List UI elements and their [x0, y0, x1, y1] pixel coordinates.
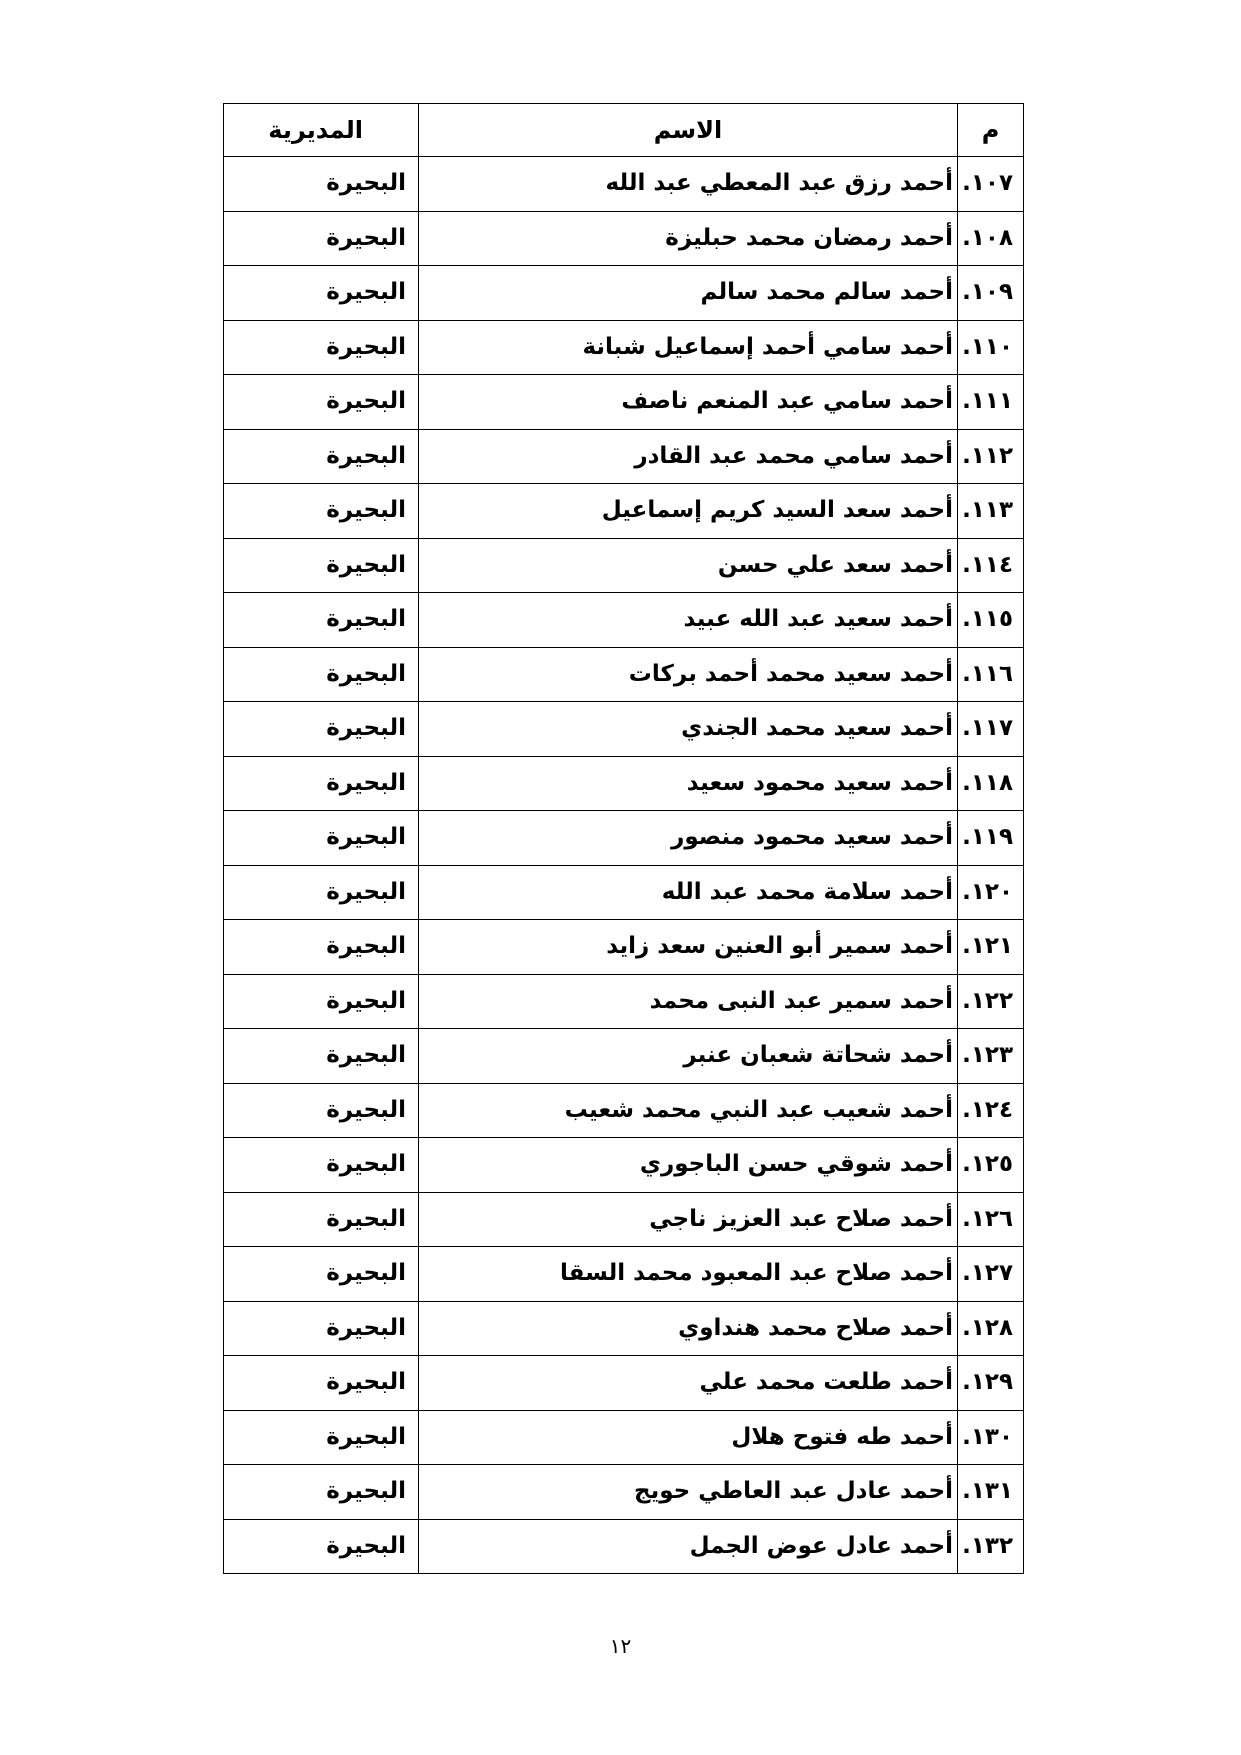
- row-number: ١٢٦.: [958, 1192, 1024, 1247]
- row-directorate: البحيرة: [224, 920, 419, 975]
- row-directorate: البحيرة: [224, 157, 419, 212]
- row-number: ١١٠.: [958, 320, 1024, 375]
- row-number: ١١٩.: [958, 811, 1024, 866]
- row-directorate: البحيرة: [224, 593, 419, 648]
- row-number: ١٣١.: [958, 1465, 1024, 1520]
- row-directorate: البحيرة: [224, 1410, 419, 1465]
- row-number: ١١٣.: [958, 484, 1024, 539]
- row-directorate: البحيرة: [224, 429, 419, 484]
- row-directorate: البحيرة: [224, 375, 419, 430]
- row-number: ١١٤.: [958, 538, 1024, 593]
- row-number: ١٣٢.: [958, 1519, 1024, 1574]
- table-row: [224, 974, 1024, 1029]
- row-name: أحمد عادل عبد العاطي حويج: [419, 1465, 958, 1520]
- row-name: أحمد سامي عبد المنعم ناصف: [419, 375, 958, 430]
- table-row: [224, 1465, 1024, 1520]
- table-row: [224, 211, 1024, 266]
- row-number: ١٢٨.: [958, 1301, 1024, 1356]
- row-number: ١٢١.: [958, 920, 1024, 975]
- row-name: أحمد صلاح محمد هنداوي: [419, 1301, 958, 1356]
- table-row: [224, 647, 1024, 702]
- row-name: أحمد سعد علي حسن: [419, 538, 958, 593]
- table-row: [224, 702, 1024, 757]
- row-directorate: البحيرة: [224, 320, 419, 375]
- row-number: ١١١.: [958, 375, 1024, 430]
- row-name: أحمد شوقي حسن الباجوري: [419, 1138, 958, 1193]
- row-name: أحمد سعيد محمود منصور: [419, 811, 958, 866]
- row-name: أحمد سعيد محمود سعيد: [419, 756, 958, 811]
- row-directorate: البحيرة: [224, 702, 419, 757]
- row-name: أحمد سالم محمد سالم: [419, 266, 958, 321]
- row-number: ١٢٢.: [958, 974, 1024, 1029]
- table-row: [224, 1356, 1024, 1411]
- row-name: أحمد سعد السيد كريم إسماعيل: [419, 484, 958, 539]
- row-name: أحمد سمير عبد النبى محمد: [419, 974, 958, 1029]
- table-row: [224, 920, 1024, 975]
- row-number: ١٣٠.: [958, 1410, 1024, 1465]
- row-directorate: البحيرة: [224, 1138, 419, 1193]
- row-name: أحمد رزق عبد المعطي عبد الله: [419, 157, 958, 212]
- table-header-row: [224, 104, 1024, 157]
- row-directorate: البحيرة: [224, 1356, 419, 1411]
- row-number: ١١٦.: [958, 647, 1024, 702]
- table-row: [224, 593, 1024, 648]
- table-row: [224, 1083, 1024, 1138]
- row-directorate: البحيرة: [224, 211, 419, 266]
- roster-table: [223, 103, 1024, 1574]
- header-directorate: المديرية: [224, 104, 419, 157]
- row-number: ١١٨.: [958, 756, 1024, 811]
- row-directorate: البحيرة: [224, 538, 419, 593]
- row-name: أحمد سلامة محمد عبد الله: [419, 865, 958, 920]
- header-name: الاسم: [419, 104, 958, 157]
- table-row: [224, 811, 1024, 866]
- row-name: أحمد سامي أحمد إسماعيل شبانة: [419, 320, 958, 375]
- table-row: [224, 429, 1024, 484]
- row-name: أحمد سمير أبو العنين سعد زايد: [419, 920, 958, 975]
- row-number: ١١٢.: [958, 429, 1024, 484]
- row-directorate: البحيرة: [224, 865, 419, 920]
- row-name: أحمد سامي محمد عبد القادر: [419, 429, 958, 484]
- page-number: ١٢: [609, 1634, 632, 1658]
- table-row: [224, 1247, 1024, 1302]
- row-name: أحمد عادل عوض الجمل: [419, 1519, 958, 1574]
- row-directorate: البحيرة: [224, 1192, 419, 1247]
- row-number: ١١٧.: [958, 702, 1024, 757]
- table-row: [224, 484, 1024, 539]
- row-name: أحمد سعيد عبد الله عبيد: [419, 593, 958, 648]
- row-number: ١٠٨.: [958, 211, 1024, 266]
- row-number: ١٢٣.: [958, 1029, 1024, 1084]
- table-row: [224, 756, 1024, 811]
- table-row: [224, 1029, 1024, 1084]
- row-directorate: البحيرة: [224, 811, 419, 866]
- table-body: [224, 157, 1024, 1574]
- row-number: ١٠٩.: [958, 266, 1024, 321]
- table-row: [224, 1301, 1024, 1356]
- table-row: [224, 1519, 1024, 1574]
- row-name: أحمد شعيب عبد النبي محمد شعيب: [419, 1083, 958, 1138]
- row-name: أحمد طلعت محمد علي: [419, 1356, 958, 1411]
- table-row: [224, 1410, 1024, 1465]
- table-row: [224, 538, 1024, 593]
- row-directorate: البحيرة: [224, 1465, 419, 1520]
- row-number: ١٢٠.: [958, 865, 1024, 920]
- row-directorate: البحيرة: [224, 647, 419, 702]
- table-row: [224, 157, 1024, 212]
- row-number: ١٢٥.: [958, 1138, 1024, 1193]
- table-row: [224, 1138, 1024, 1193]
- row-directorate: البحيرة: [224, 1247, 419, 1302]
- row-number: ١٢٧.: [958, 1247, 1024, 1302]
- row-directorate: البحيرة: [224, 1029, 419, 1084]
- row-name: أحمد سعيد محمد الجندي: [419, 702, 958, 757]
- row-directorate: البحيرة: [224, 1301, 419, 1356]
- row-name: أحمد صلاح عبد المعبود محمد السقا: [419, 1247, 958, 1302]
- row-name: أحمد طه فتوح هلال: [419, 1410, 958, 1465]
- row-name: أحمد شحاتة شعبان عنبر: [419, 1029, 958, 1084]
- row-directorate: البحيرة: [224, 484, 419, 539]
- table-row: [224, 865, 1024, 920]
- row-number: ١٠٧.: [958, 157, 1024, 212]
- row-number: ١٢٤.: [958, 1083, 1024, 1138]
- row-number: ١١٥.: [958, 593, 1024, 648]
- table-row: [224, 266, 1024, 321]
- row-name: أحمد صلاح عبد العزيز ناجي: [419, 1192, 958, 1247]
- row-directorate: البحيرة: [224, 266, 419, 321]
- table-row: [224, 320, 1024, 375]
- row-directorate: البحيرة: [224, 1519, 419, 1574]
- table-row: [224, 375, 1024, 430]
- row-directorate: البحيرة: [224, 974, 419, 1029]
- row-number: ١٢٩.: [958, 1356, 1024, 1411]
- row-name: أحمد سعيد محمد أحمد بركات: [419, 647, 958, 702]
- row-name: أحمد رمضان محمد حبليزة: [419, 211, 958, 266]
- row-directorate: البحيرة: [224, 1083, 419, 1138]
- header-number: م: [958, 104, 1024, 157]
- row-directorate: البحيرة: [224, 756, 419, 811]
- table-row: [224, 1192, 1024, 1247]
